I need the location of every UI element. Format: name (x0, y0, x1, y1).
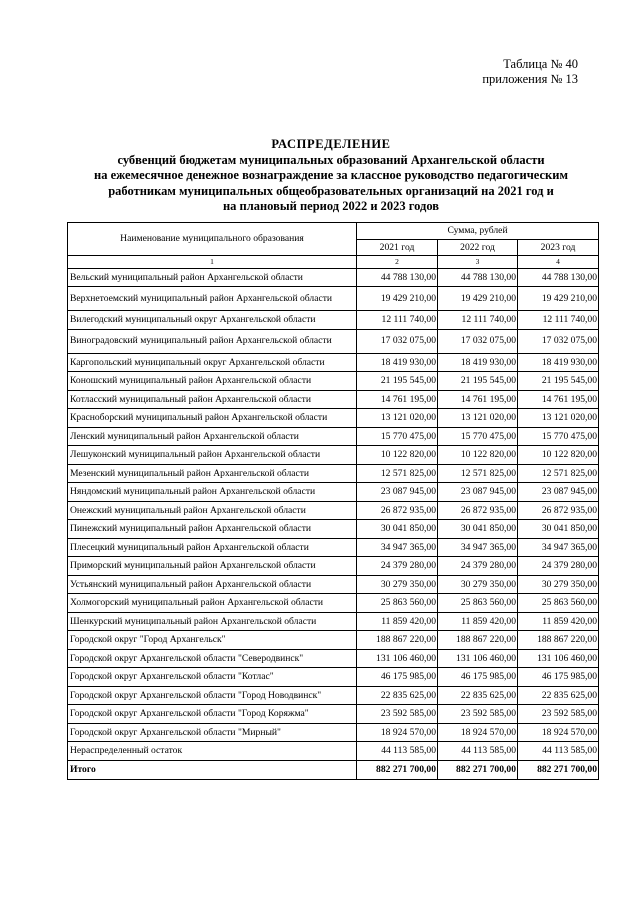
amount-2022: 131 106 460,00 (438, 649, 518, 668)
amount-2021: 10 122 820,00 (357, 446, 438, 465)
table-row (68, 409, 599, 428)
table-row (68, 353, 599, 372)
amount-2021: 131 106 460,00 (357, 649, 438, 668)
municipality-name: Виноградовский муниципальный район Архангельской области (68, 329, 357, 353)
column-number: 3 (438, 256, 518, 269)
amount-2022: 22 835 625,00 (438, 686, 518, 705)
subtitle-line: работникам муниципальных общеобразовательных организаций на 2021 год и (108, 183, 554, 198)
table-row (68, 612, 599, 631)
subtitle-line: субвенций бюджетам муниципальных образований Архангельской области (117, 152, 545, 167)
amount-2023: 188 867 220,00 (518, 631, 599, 650)
amount-2021: 18 924 570,00 (357, 723, 438, 742)
total-row (68, 760, 599, 779)
amount-2023: 44 788 130,00 (518, 268, 599, 287)
municipality-name: Котласский муниципальный район Архангельской области (68, 390, 357, 409)
municipality-name: Городской округ Архангельской области "Мирный" (68, 723, 357, 742)
column-number-row (68, 256, 599, 269)
amount-2023: 12 571 825,00 (518, 464, 599, 483)
amount-2022: 188 867 220,00 (438, 631, 518, 650)
document-title: РАСПРЕДЕЛЕНИЕ (271, 137, 391, 151)
column-number: 2 (357, 256, 438, 269)
amount-2021: 46 175 985,00 (357, 668, 438, 687)
amount-2022: 10 122 820,00 (438, 446, 518, 465)
amount-2022: 30 279 350,00 (438, 575, 518, 594)
amount-2022: 44 113 585,00 (438, 742, 518, 761)
table-row (68, 723, 599, 742)
amount-2023: 18 419 930,00 (518, 353, 599, 372)
municipality-name: Городской округ Архангельской области "Северодвинск" (68, 649, 357, 668)
table-row (68, 501, 599, 520)
table-row (68, 575, 599, 594)
municipality-name: Городской округ Архангельской области "Город Новодвинск" (68, 686, 357, 705)
amount-2021: 22 835 625,00 (357, 686, 438, 705)
municipality-name: Красноборский муниципальный район Архангельской области (68, 409, 357, 428)
amount-2021: 23 592 585,00 (357, 705, 438, 724)
amount-2022: 23 087 945,00 (438, 483, 518, 502)
table-row (68, 311, 599, 330)
table-row (68, 668, 599, 687)
amount-2023: 23 087 945,00 (518, 483, 599, 502)
amount-2023: 23 592 585,00 (518, 705, 599, 724)
amount-2022: 18 924 570,00 (438, 723, 518, 742)
amount-2021: 24 379 280,00 (357, 557, 438, 576)
amount-2023: 17 032 075,00 (518, 329, 599, 353)
amount-2022: 25 863 560,00 (438, 594, 518, 613)
amount-2023: 22 835 625,00 (518, 686, 599, 705)
total-2021: 882 271 700,00 (357, 760, 438, 779)
amount-2023: 21 195 545,00 (518, 372, 599, 391)
amount-2022: 23 592 585,00 (438, 705, 518, 724)
amount-2022: 46 175 985,00 (438, 668, 518, 687)
table-row (68, 538, 599, 557)
amount-2022: 19 429 210,00 (438, 287, 518, 311)
header-row (68, 223, 599, 240)
amount-2021: 30 279 350,00 (357, 575, 438, 594)
amount-2023: 25 863 560,00 (518, 594, 599, 613)
municipality-name: Плесецкий муниципальный район Архангельской области (68, 538, 357, 557)
amount-2023: 34 947 365,00 (518, 538, 599, 557)
amount-2023: 15 770 475,00 (518, 427, 599, 446)
amount-2023: 46 175 985,00 (518, 668, 599, 687)
document-heading (66, 137, 596, 215)
total-2022: 882 271 700,00 (438, 760, 518, 779)
sum-header: Сумма, рублей (357, 223, 599, 240)
amount-2022: 12 571 825,00 (438, 464, 518, 483)
amount-2021: 14 761 195,00 (357, 390, 438, 409)
amount-2022: 12 111 740,00 (438, 311, 518, 330)
table-row (68, 649, 599, 668)
municipality-name: Шенкурский муниципальный район Архангельской области (68, 612, 357, 631)
reference-line-1: Таблица № 40 (503, 57, 578, 71)
municipality-name: Городской округ Архангельской области "Город Коряжма" (68, 705, 357, 724)
table-row (68, 372, 599, 391)
amount-2023: 18 924 570,00 (518, 723, 599, 742)
amount-2023: 19 429 210,00 (518, 287, 599, 311)
municipality-name: Онежский муниципальный район Архангельской области (68, 501, 357, 520)
amount-2021: 23 087 945,00 (357, 483, 438, 502)
total-label: Итого (68, 760, 357, 779)
table-row (68, 705, 599, 724)
amount-2021: 44 113 585,00 (357, 742, 438, 761)
amount-2021: 19 429 210,00 (357, 287, 438, 311)
municipality-name: Вельский муниципальный район Архангельской области (68, 268, 357, 287)
amount-2023: 11 859 420,00 (518, 612, 599, 631)
municipality-name: Городской округ "Город Архангельск" (68, 631, 357, 650)
municipality-name: Вилегодский муниципальный округ Архангельской области (68, 311, 357, 330)
subtitle-line: на ежемесячное денежное вознаграждение за классное руководство педагогическим (94, 168, 568, 182)
amount-2023: 14 761 195,00 (518, 390, 599, 409)
amount-2021: 30 041 850,00 (357, 520, 438, 539)
amount-2023: 30 041 850,00 (518, 520, 599, 539)
municipality-name: Верхнетоемский муниципальный район Архангельской области (68, 287, 357, 311)
amount-2023: 10 122 820,00 (518, 446, 599, 465)
year-header-2021: 2021 год (357, 240, 438, 256)
amount-2022: 18 419 930,00 (438, 353, 518, 372)
table-row (68, 464, 599, 483)
distribution-table (67, 222, 599, 780)
amount-2023: 24 379 280,00 (518, 557, 599, 576)
amount-2022: 11 859 420,00 (438, 612, 518, 631)
amount-2022: 30 041 850,00 (438, 520, 518, 539)
table-row (68, 742, 599, 761)
table-row (68, 686, 599, 705)
municipality-name: Мезенский муниципальный район Архангельской области (68, 464, 357, 483)
table-row (68, 329, 599, 353)
municipality-name: Устьянский муниципальный район Архангельской области (68, 575, 357, 594)
municipality-name: Каргопольский муниципальный округ Архангельской области (68, 353, 357, 372)
amount-2022: 17 032 075,00 (438, 329, 518, 353)
amount-2021: 21 195 545,00 (357, 372, 438, 391)
reference-line-2: приложения № 13 (482, 72, 578, 86)
col-name-header: Наименование муниципального образования (68, 223, 357, 256)
table-row (68, 483, 599, 502)
amount-2021: 26 872 935,00 (357, 501, 438, 520)
amount-2023: 30 279 350,00 (518, 575, 599, 594)
municipality-name: Коношский муниципальный район Архангельской области (68, 372, 357, 391)
amount-2023: 13 121 020,00 (518, 409, 599, 428)
amount-2023: 131 106 460,00 (518, 649, 599, 668)
year-header-2022: 2022 год (438, 240, 518, 256)
amount-2022: 24 379 280,00 (438, 557, 518, 576)
amount-2022: 15 770 475,00 (438, 427, 518, 446)
total-2023: 882 271 700,00 (518, 760, 599, 779)
amount-2021: 15 770 475,00 (357, 427, 438, 446)
table-body (68, 223, 599, 780)
table-row (68, 287, 599, 311)
municipality-name: Нераспределенный остаток (68, 742, 357, 761)
amount-2021: 188 867 220,00 (357, 631, 438, 650)
amount-2022: 21 195 545,00 (438, 372, 518, 391)
municipality-name: Няндомский муниципальный район Архангельской области (68, 483, 357, 502)
subtitle-line: на плановый период 2022 и 2023 годов (222, 199, 440, 213)
amount-2022: 13 121 020,00 (438, 409, 518, 428)
amount-2021: 18 419 930,00 (357, 353, 438, 372)
table-row (68, 631, 599, 650)
municipality-name: Городской округ Архангельской области "Котлас" (68, 668, 357, 687)
municipality-name: Лешуконский муниципальный район Архангельской области (68, 446, 357, 465)
column-number: 1 (68, 256, 357, 269)
amount-2021: 17 032 075,00 (357, 329, 438, 353)
amount-2021: 12 111 740,00 (357, 311, 438, 330)
column-number: 4 (518, 256, 599, 269)
amount-2022: 34 947 365,00 (438, 538, 518, 557)
amount-2021: 34 947 365,00 (357, 538, 438, 557)
table-row (68, 446, 599, 465)
municipality-name: Приморский муниципальный район Архангельской области (68, 557, 357, 576)
amount-2021: 11 859 420,00 (357, 612, 438, 631)
amount-2021: 13 121 020,00 (357, 409, 438, 428)
amount-2021: 25 863 560,00 (357, 594, 438, 613)
table-row (68, 557, 599, 576)
municipality-name: Ленский муниципальный район Архангельской области (68, 427, 357, 446)
amount-2023: 26 872 935,00 (518, 501, 599, 520)
amount-2022: 14 761 195,00 (438, 390, 518, 409)
amount-2023: 12 111 740,00 (518, 311, 599, 330)
table-row (68, 390, 599, 409)
amount-2023: 44 113 585,00 (518, 742, 599, 761)
municipality-name: Пинежский муниципальный район Архангельской области (68, 520, 357, 539)
municipality-name: Холмогорский муниципальный район Архангельской области (68, 594, 357, 613)
year-header-2023: 2023 год (518, 240, 599, 256)
table-row (68, 427, 599, 446)
amount-2022: 44 788 130,00 (438, 268, 518, 287)
amount-2021: 12 571 825,00 (357, 464, 438, 483)
amount-2021: 44 788 130,00 (357, 268, 438, 287)
table-reference (482, 57, 578, 87)
table-row (68, 520, 599, 539)
table-row (68, 268, 599, 287)
amount-2022: 26 872 935,00 (438, 501, 518, 520)
table-row (68, 594, 599, 613)
